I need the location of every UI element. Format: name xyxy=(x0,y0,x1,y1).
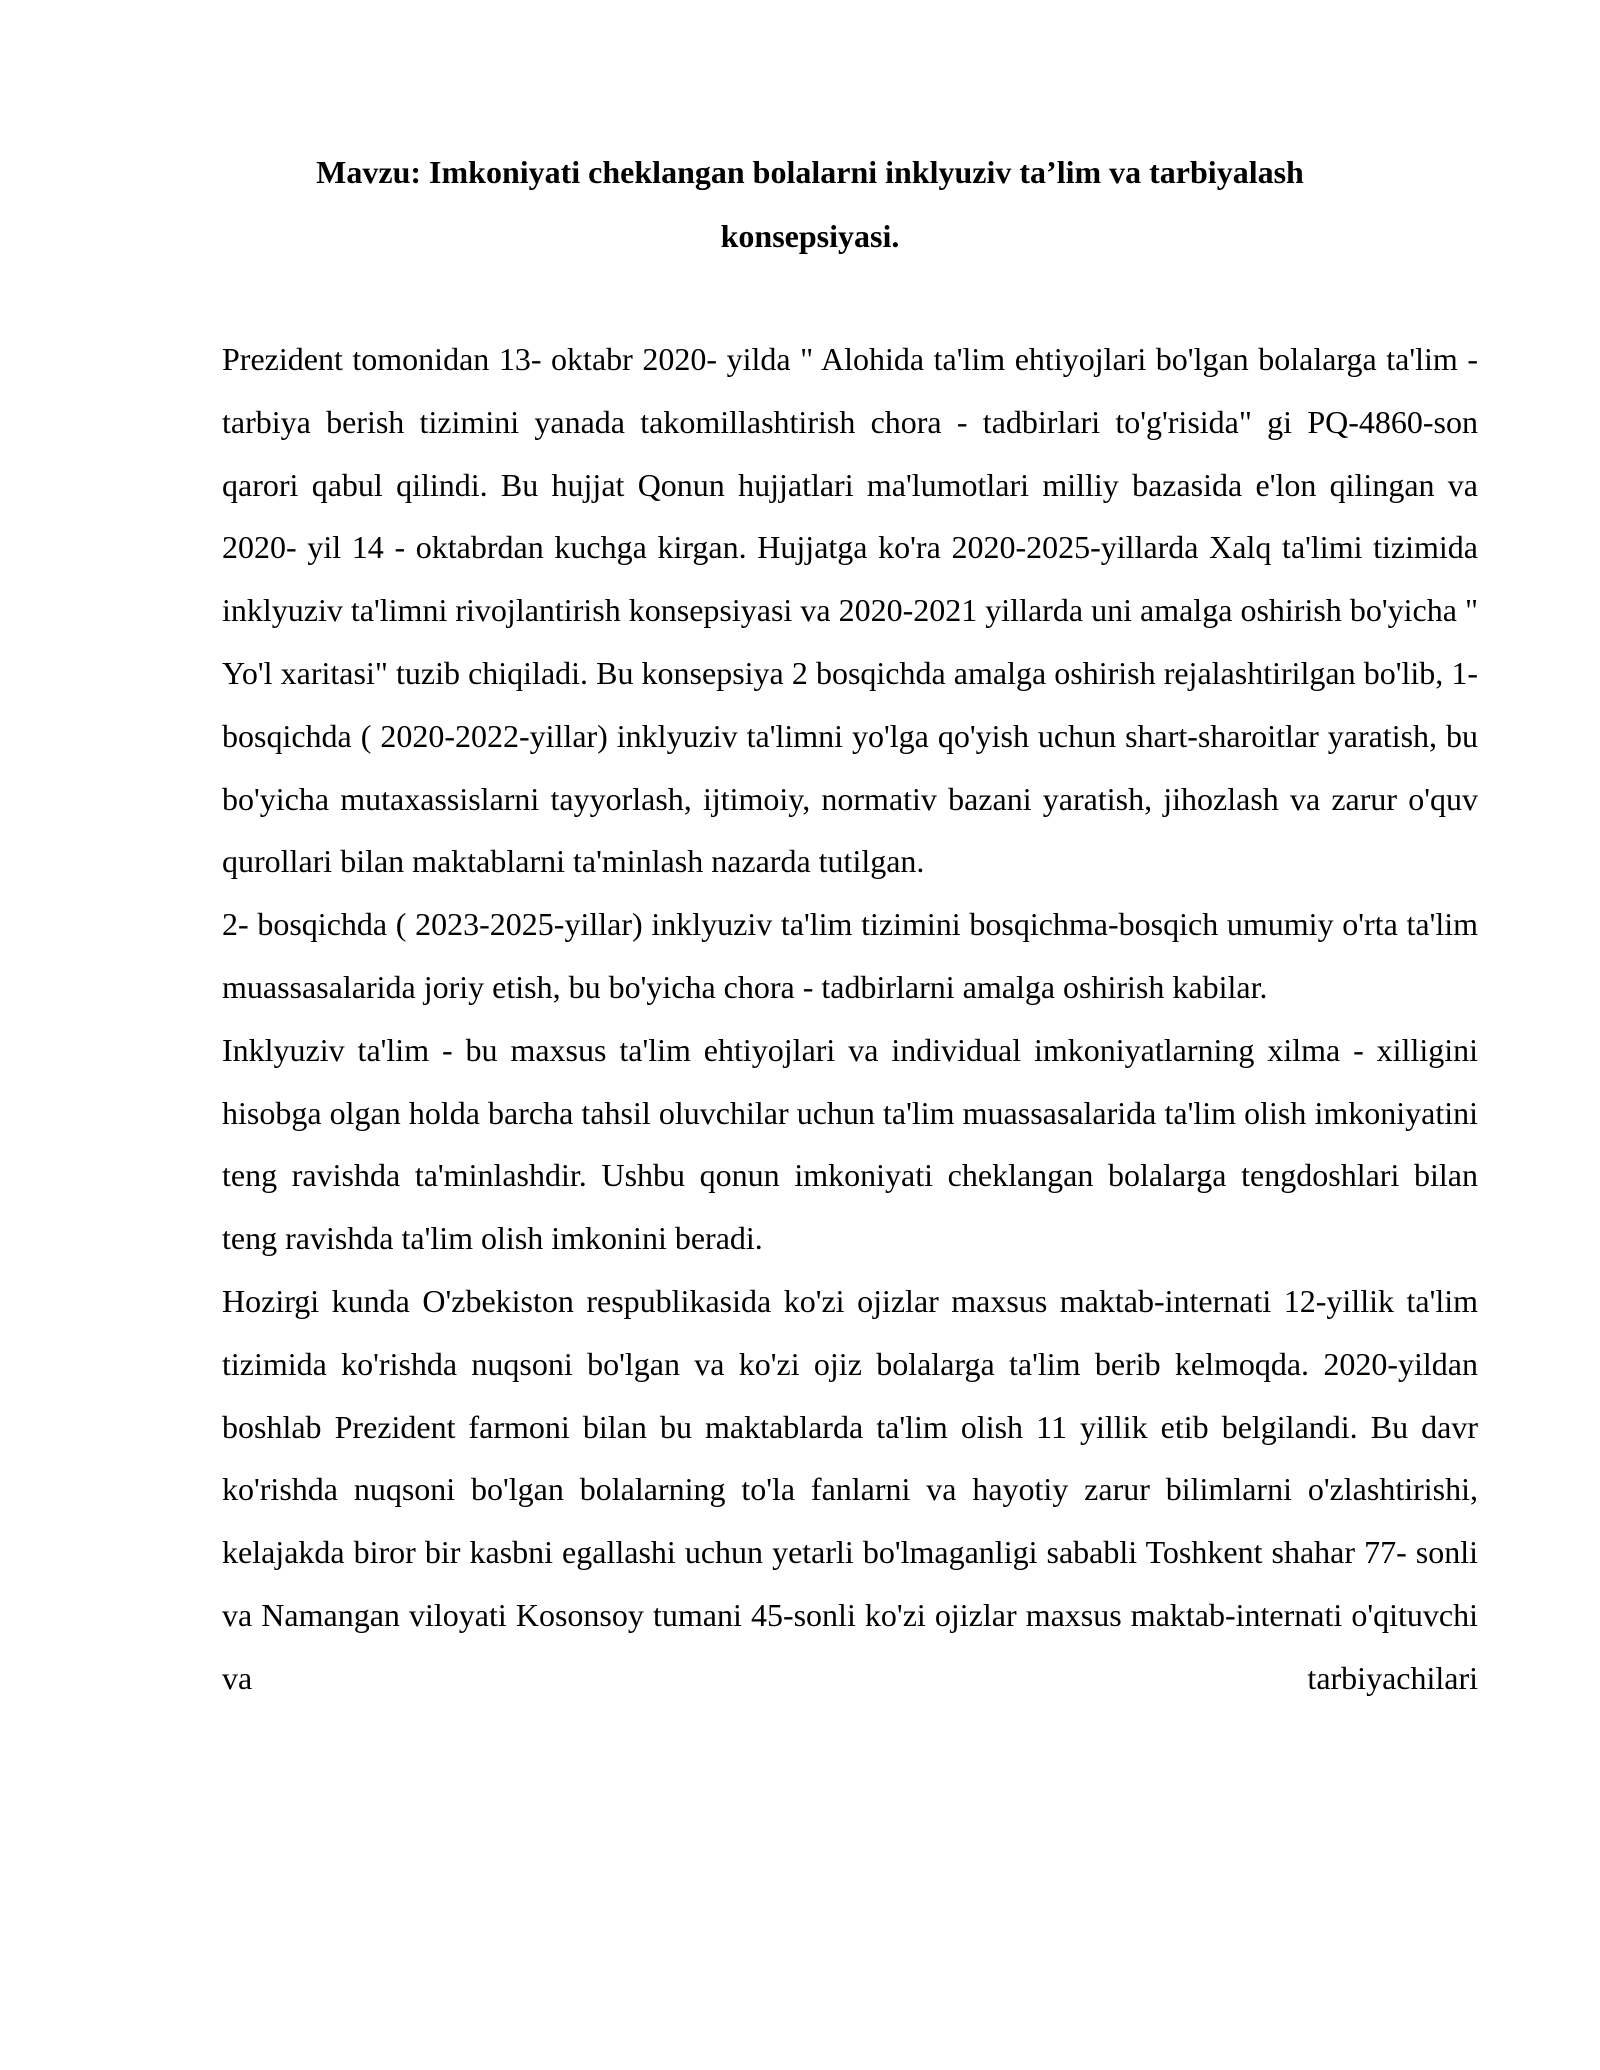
paragraph-1: Prezident tomonidan 13- oktabr 2020- yilda " Alohida ta'lim ehtiyojlari bo'lgan bolalarga ta'lim - tarbiya berish tizimini yanada takomillashtirish chora - tadbirlari to'g'risida" gi PQ-4860-son qarori qabul qilindi. Bu hujjat Qonun hujjatlari ma'lumotlari milliy bazasida e'lon qilingan va 2020- yil 14 - oktabrdan kuchga kirgan. Hujjatga ko'ra 2020-2025-yillarda Xalq ta'limi tizimida inklyuziv ta'limni rivojlantirish konsepsiyasi va 2020-2021 yillarda uni amalga oshirish bo'yicha " Yo'l xaritasi" tuzib chiqiladi. Bu konsepsiya 2 bosqichda amalga oshirish rejalashtirilgan bo'lib, 1-bosqichda ( 2020-2022-yillar) inklyuziv ta'limni yo'lga qo'yish uchun shart-sharoitlar yaratish, bu bo'yicha mutaxassislarni tayyorlash, ijtimoiy, normativ bazani yaratish, jihozlash va zarur o'quv qurollari bilan maktablarni ta'minlash nazarda tutilgan. xyxy=(222,341,1478,880)
paragraph-3: Inklyuziv ta'lim - bu maxsus ta'lim ehtiyojlari va individual imkoniyatlarning xilma - xilligini hisobga olgan holda barcha tahsil oluvchilar uchun ta'lim muassasalarida ta'lim olish imkoniyatini teng ravishda ta'minlashdir. Ushbu qonun imkoniyati cheklangan bolalarga tengdoshlari bilan teng ravishda ta'lim olish imkonini beradi. xyxy=(222,1031,1478,1257)
document-title-line-1: Mavzu: Imkoniyati cheklangan bolalarni inklyuziv ta’lim va tarbiyalash xyxy=(316,154,1304,190)
paragraph-4: Hozirgi kunda O'zbekiston respublikasida ko'zi ojizlar maxsus maktab-internati 12-yillik ta'lim tizimida ko'rishda nuqsoni bo'lgan va ko'zi ojiz bolalarga ta'lim berib kelmoqda. 2020-yildan boshlab Prezident farmoni bilan bu maktablarda ta'lim olish 11 yillik etib belgilandi. Bu davr ko'rishda nuqsoni bo'lgan bolalarning to'la fanlarni va hayotiy zarur bilimlarni o'zlashtirishi, kelajakda biror bir kasbni egallashi uchun yetarli bo'lmaganligi sababli Toshkent shahar 77- sonli va Namangan viloyati Kosonsoy tumani 45-sonli ko'zi ojizlar maxsus maktab-internati o'qituvchi va tarbiyachilari xyxy=(222,1282,1478,1696)
document-title-line-2: konsepsiyasi. xyxy=(720,218,900,254)
document-title xyxy=(220,140,1400,268)
paragraph-2: 2- bosqichda ( 2023-2025-yillar) inklyuziv ta'lim tizimini bosqichma-bosqich umumiy o'rta ta'lim muassasalarida joriy etish, bu bo'yicha chora - tadbirlarni amalga oshirish kabilar. xyxy=(222,906,1478,1005)
document-body xyxy=(222,328,1478,1710)
